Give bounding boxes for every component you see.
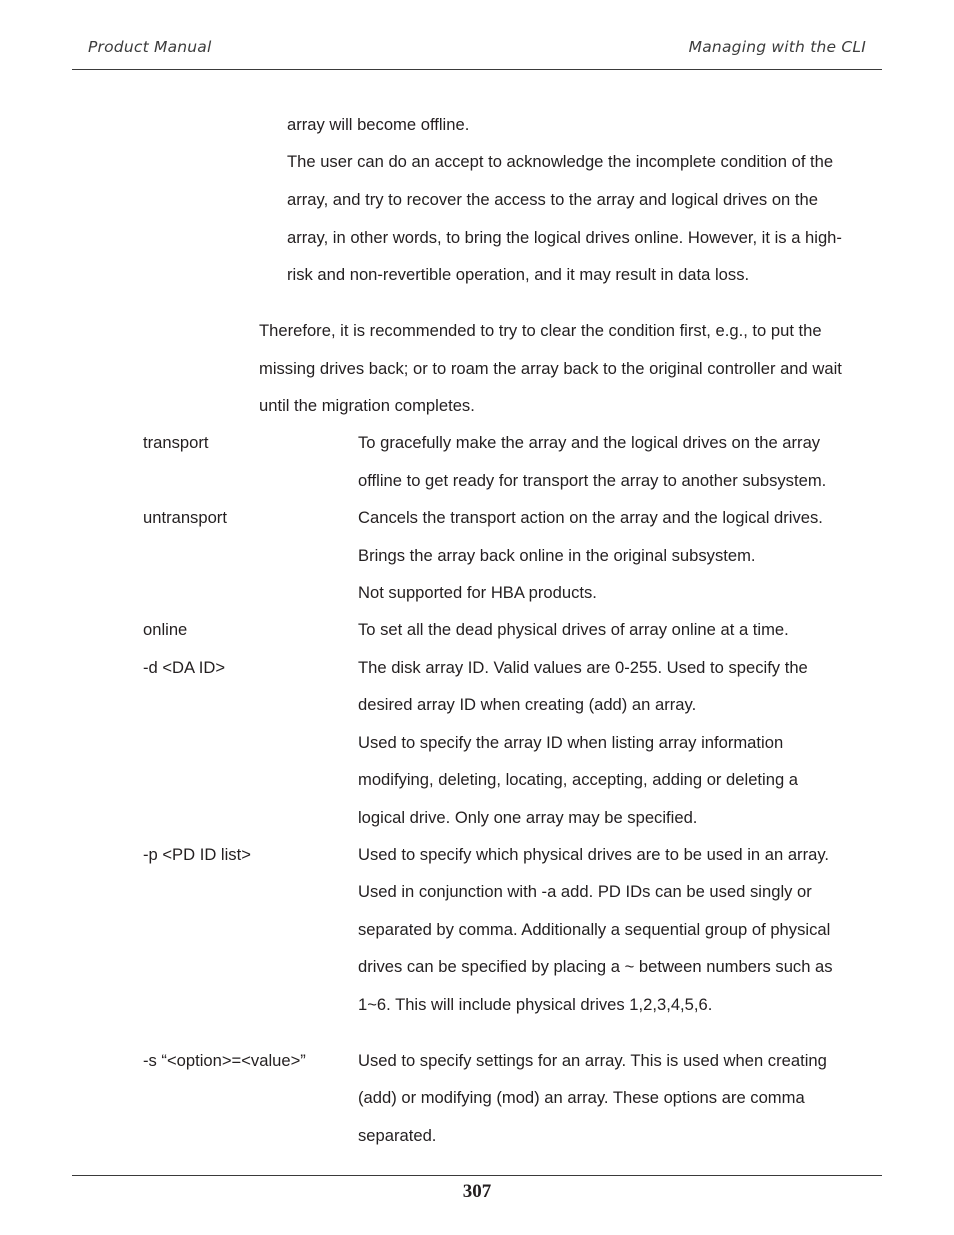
- intro-line: array, in other words, to bring the logical drives online. However, it is a high-: [287, 228, 842, 247]
- option-desc-line: Used to specify which physical drives are to be used in an array.: [358, 845, 830, 864]
- option-desc-line: separated.: [358, 1126, 437, 1145]
- option-term: transport: [143, 433, 209, 452]
- option-desc-line: drives can be specified by placing a ~ between numbers such as: [358, 957, 833, 976]
- option-desc-line: To gracefully make the array and the logical drives on the array: [358, 433, 821, 452]
- option-desc-line: Used to specify the array ID when listing array information: [358, 733, 784, 752]
- option-term: online: [143, 620, 188, 639]
- option-desc-line: Used in conjunction with -a add. PD IDs can be used singly or: [358, 882, 812, 901]
- option-desc-line: modifying, deleting, locating, accepting, adding or deleting a: [358, 770, 799, 789]
- option-desc-line: desired array ID when creating (add) an array.: [358, 695, 697, 714]
- intro-line: risk and non-revertible operation, and it may result in data loss.: [287, 265, 750, 284]
- intro-line: until the migration completes.: [259, 396, 475, 415]
- option-desc-line: Brings the array back online in the original subsystem.: [358, 546, 756, 565]
- intro-line: array will become offline.: [287, 115, 470, 134]
- option-desc-line: Used to specify settings for an array. This is used when creating: [358, 1051, 827, 1070]
- option-desc-line: offline to get ready for transport the array to another subsystem.: [358, 471, 827, 490]
- footer-rule: [72, 1175, 882, 1176]
- intro-line: missing drives back; or to roam the array back to the original controller and wait: [259, 359, 842, 378]
- option-term: -p <PD ID list>: [143, 845, 251, 864]
- intro-line: Therefore, it is recommended to try to clear the condition first, e.g., to put the: [259, 321, 822, 340]
- option-desc-line: The disk array ID. Valid values are 0-255. Used to specify the: [358, 658, 808, 677]
- option-term: -d <DA ID>: [143, 658, 226, 677]
- option-desc-line: To set all the dead physical drives of array online at a time.: [358, 620, 789, 639]
- option-desc-line: (add) or modifying (mod) an array. These options are comma: [358, 1088, 805, 1107]
- header-rule: [72, 69, 882, 70]
- option-desc-line: 1~6. This will include physical drives 1,2,3,4,5,6.: [358, 995, 713, 1014]
- option-desc-line: Not supported for HBA products.: [358, 583, 597, 602]
- option-term: untransport: [143, 508, 227, 527]
- option-desc-line: Cancels the transport action on the array and the logical drives.: [358, 508, 823, 527]
- option-term: -s “<option>=<value>”: [143, 1051, 306, 1070]
- intro-line: The user can do an accept to acknowledge the incomplete condition of the: [287, 152, 834, 171]
- option-desc-line: separated by comma. Additionally a sequential group of physical: [358, 920, 831, 939]
- running-header-section: Managing with the CLI: [688, 38, 866, 56]
- page-number: 307: [462, 1181, 492, 1202]
- intro-line: array, and try to recover the access to the array and logical drives on the: [287, 190, 818, 209]
- running-header-title: Product Manual: [88, 38, 212, 56]
- option-desc-line: logical drive. Only one array may be specified.: [358, 808, 698, 827]
